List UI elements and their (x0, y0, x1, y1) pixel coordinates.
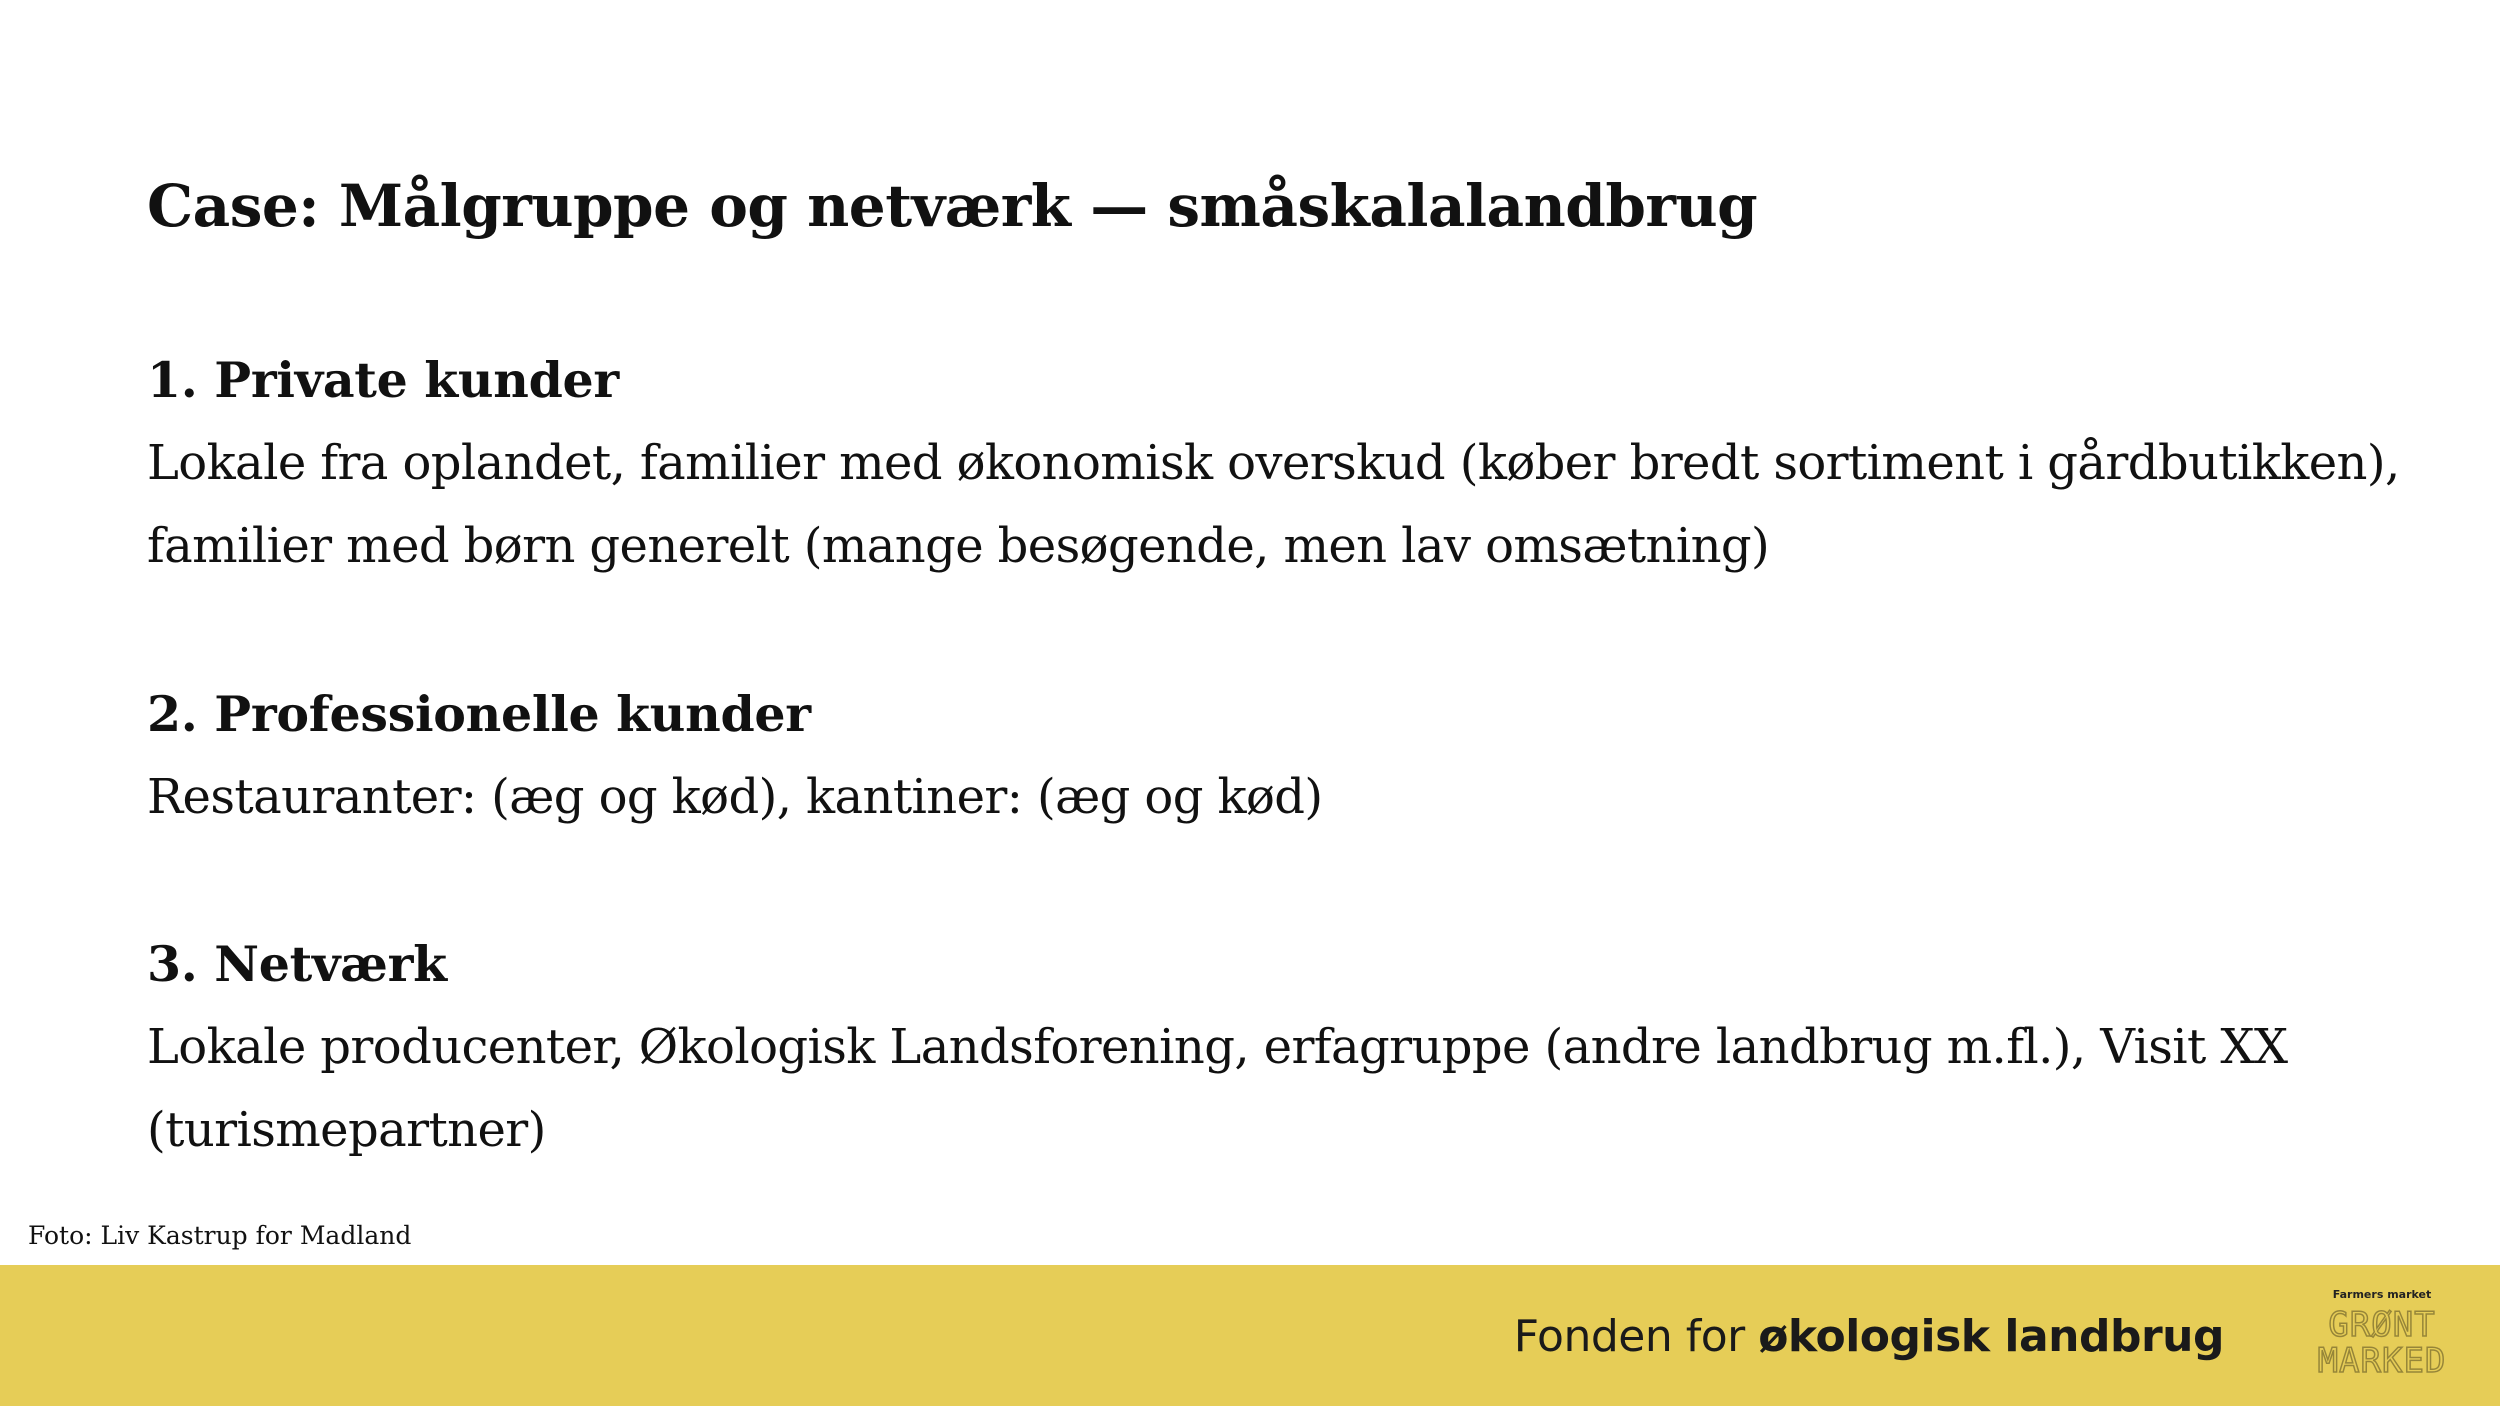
body-line: familier med børn generelt (mange besøgende, men lav omsætning) (147, 517, 1770, 574)
body-line: Restauranter: (æg og kød), kantiner: (æg og kød) (147, 768, 1323, 825)
slide-title: Case: Målgruppe og netværk — småskalalandbrug (147, 172, 1758, 240)
fonden-logo-bold: økologisk landbrug (1758, 1311, 2224, 1362)
section-body (147, 756, 2437, 839)
body-line: Lokale fra oplandet, familier med økonomisk overskud (køber bredt sortiment i gårdbutikken), (147, 434, 2400, 491)
gront-marked-line1: GRØNT (2328, 1305, 2436, 1345)
footer-bar (0, 1265, 2500, 1406)
gront-marked-logo (2292, 1289, 2472, 1401)
fonden-logo-light: Fonden for (1513, 1311, 1759, 1362)
fonden-logo (1514, 1313, 2224, 1361)
body-line: Lokale producenter, Økologisk Landsforening, erfagruppe (andre landbrug m.fl.), Visit XX (147, 1018, 2288, 1075)
section-heading: 3. Netværk (147, 935, 447, 993)
section-body (147, 422, 2437, 588)
gront-marked-line2: MARKED (2317, 1340, 2447, 1381)
section-heading: 2. Professionelle kunder (147, 685, 811, 743)
section-heading: 1. Private kunder (147, 351, 619, 409)
section-private-customers (147, 351, 2437, 588)
section-professional-customers (147, 685, 2437, 839)
gront-marked-tagline: Farmers market (2332, 1288, 2432, 1301)
section-network (147, 935, 2437, 1172)
photo-credit: Foto: Liv Kastrup for Madland (28, 1221, 412, 1250)
section-body (147, 1006, 2437, 1172)
body-line: (turismepartner) (147, 1101, 546, 1158)
